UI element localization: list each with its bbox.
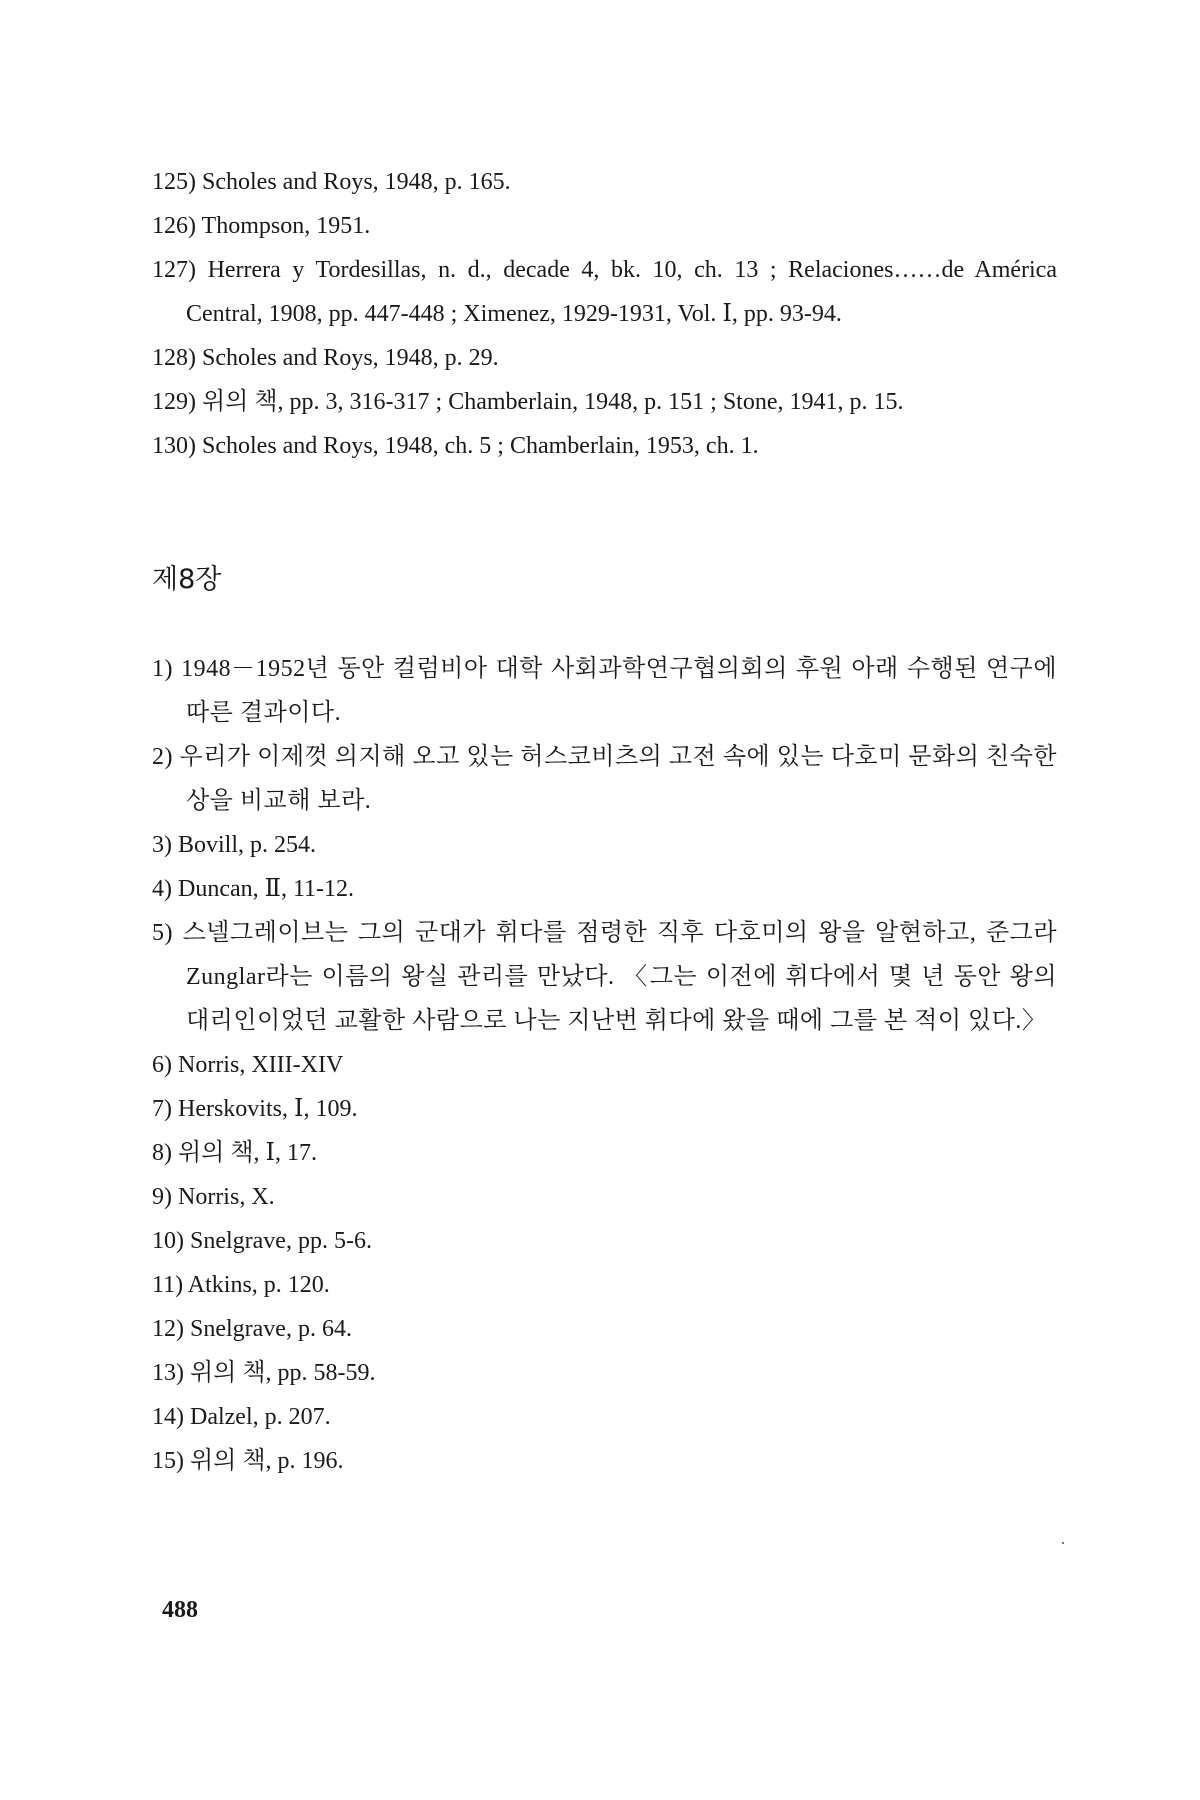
note-128: 128) Scholes and Roys, 1948, p. 29.: [152, 345, 499, 371]
note-11: 11) Atkins, p. 120.: [152, 1272, 330, 1298]
note-7: 7) Herskovits, Ⅰ, 109.: [152, 1096, 358, 1122]
note-8: 8) 위의 책, Ⅰ, 17.: [152, 1140, 318, 1166]
note-14: 14) Dalzel, p. 207.: [152, 1404, 331, 1430]
note-10: 10) Snelgrave, pp. 5-6.: [152, 1228, 372, 1254]
previous-chapter-notes: [152, 160, 1057, 468]
note-125: 125) Scholes and Roys, 1948, p. 165.: [152, 169, 511, 195]
note-9: 9) Norris, X.: [152, 1184, 275, 1210]
chapter-heading: 제8장: [152, 564, 222, 595]
note-12: 12) Snelgrave, p. 64.: [152, 1316, 352, 1342]
stray-dot: [1062, 1542, 1064, 1544]
note-1: 1) 1948－1952년 동안 컬럼비아 대학 사회과학연구협의회의 후원 아래 수행된 연구에 따른 결과이다.: [152, 656, 1057, 726]
note-5: 5) 스넬그레이브는 그의 군대가 휘다를 점령한 직후 다호미의 왕을 알현하고, 준그라Zunglar라는 이름의 왕실 관리를 만났다. 〈그는 이전에 휘다에서 몇 년 동안 왕의 대리인이었던 교활한 사람으로 나는 지난번 휘다에 왔을 때에 그를 본 적이 있다.〉: [152, 920, 1057, 1034]
note-130: 130) Scholes and Roys, 1948, ch. 5 ; Chamberlain, 1953, ch. 1.: [152, 433, 759, 459]
note-126: 126) Thompson, 1951.: [152, 213, 371, 239]
note-129: 129) 위의 책, pp. 3, 316-317 ; Chamberlain, 1948, p. 151 ; Stone, 1941, p. 15.: [152, 389, 904, 415]
note-15: 15) 위의 책, p. 196.: [152, 1448, 344, 1474]
note-2: 2) 우리가 이제껏 의지해 오고 있는 허스코비츠의 고전 속에 있는 다호미 문화의 친숙한 상을 비교해 보라.: [152, 744, 1057, 814]
note-127: 127) Herrera y Tordesillas, n. d., decade 4, bk. 10, ch. 13 ; Relaciones……de América Central, 1908, pp. 447-448 ; Ximenez, 1929-1931, Vol. Ⅰ, pp. 93-94.: [152, 257, 1057, 327]
note-13: 13) 위의 책, pp. 58-59.: [152, 1360, 376, 1386]
chapter-8-notes: [152, 647, 1057, 1483]
page-number: 488: [162, 1597, 198, 1623]
note-3: 3) Bovill, p. 254.: [152, 832, 317, 858]
note-6: 6) Norris, XIII-XIV: [152, 1052, 344, 1078]
note-4: 4) Duncan, Ⅱ, 11-12.: [152, 876, 355, 902]
